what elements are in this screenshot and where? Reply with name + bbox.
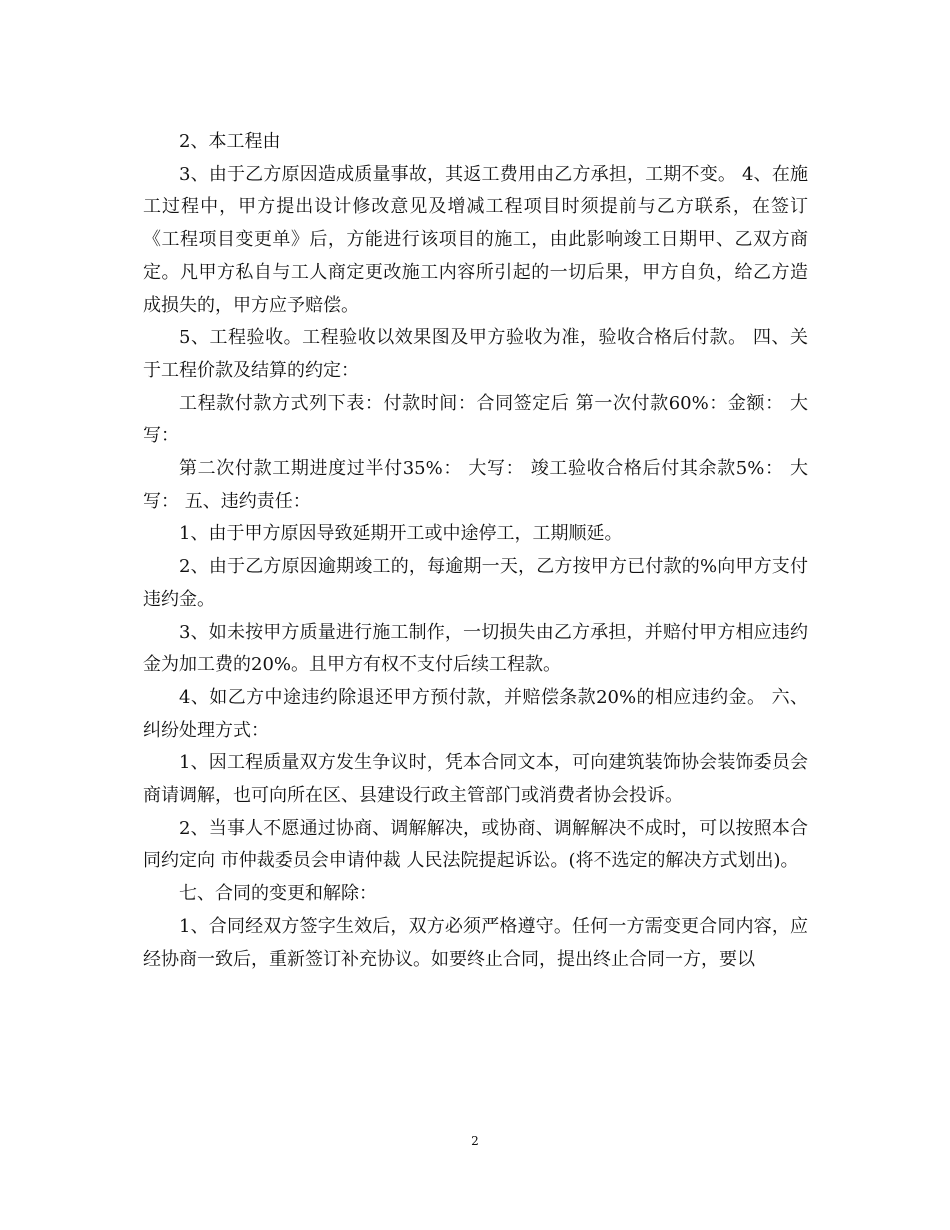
paragraph-liability-3: 3、如未按甲方质量进行施工制作，一切损失由乙方承担，并赔付甲方相应违约金为加工费的20%。且甲方有权不支付后续工程款。 — [143, 621, 808, 676]
paragraph-liability-2: 2、由于乙方原因逾期竣工的，每逾期一天，乙方按甲方已付款的%向甲方支付违约金。 — [143, 556, 808, 610]
paragraph-payment-second: 第二次付款工期进度过半付35%： 大写： 竣工验收合格后付其余款5%： 大写： 五、违约责任： — [143, 458, 808, 512]
paragraph-changes-1: 1、合同经双方签字生效后，双方必须严格遵守。任何一方需变更合同内容，应经协商一致后，重新签订补充协议。如要终止合同，提出终止合同一方，要以 — [143, 915, 808, 970]
paragraph-liability-4: 4、如乙方中途违约除退还甲方预付款，并赔偿条款20%的相应违约金。 六、纠纷处理方式： — [143, 686, 808, 741]
paragraph-clause-3-4: 3、由于乙方原因造成质量事故，其返工费用由乙方承担，工期不变。 4、在施工过程中，甲方提出设计修改意见及增减工程项目时须提前与乙方联系，在签订《工程项目变更单》后，方能进行该项目的施工，由此影响竣工日期甲、乙双方商定。凡甲方私自与工人商定更改施工内容所引起的一切后果，甲方自负，给乙方造成损失的，甲方应予赔偿。 — [143, 163, 808, 316]
paragraph-dispute-1: 1、因工程质量双方发生争议时，凭本合同文本，可向建筑装饰协会装饰委员会商请调解，也可向所在区、县建设行政主管部门或消费者协会投诉。 — [143, 752, 808, 807]
paragraph-dispute-2: 2、当事人不愿通过协商、调解解决，或协商、调解解决不成时，可以按照本合同约定向 市仲裁委员会申请仲裁 人民法院提起诉讼。(将不选定的解决方式划出)。 — [143, 817, 808, 872]
paragraph-payment-first: 工程款付款方式列下表：付款时间：合同签定后 第一次付款60%：金额： 大写： — [143, 392, 808, 447]
paragraph-clause-2: 2、本工程由 — [179, 131, 281, 152]
paragraph-liability-1: 1、由于甲方原因导致延期开工或中途停工，工期顺延。 — [179, 523, 623, 545]
paragraph-clause-5: 5、工程验收。工程验收以效果图及甲方验收为准，验收合格后付款。 四、关于工程价款及结算的约定： — [143, 327, 808, 381]
document-body — [143, 126, 808, 976]
section-heading-contract-changes: 七、合同的变更和解除： — [179, 883, 377, 905]
page-number: 2 — [471, 1134, 479, 1148]
